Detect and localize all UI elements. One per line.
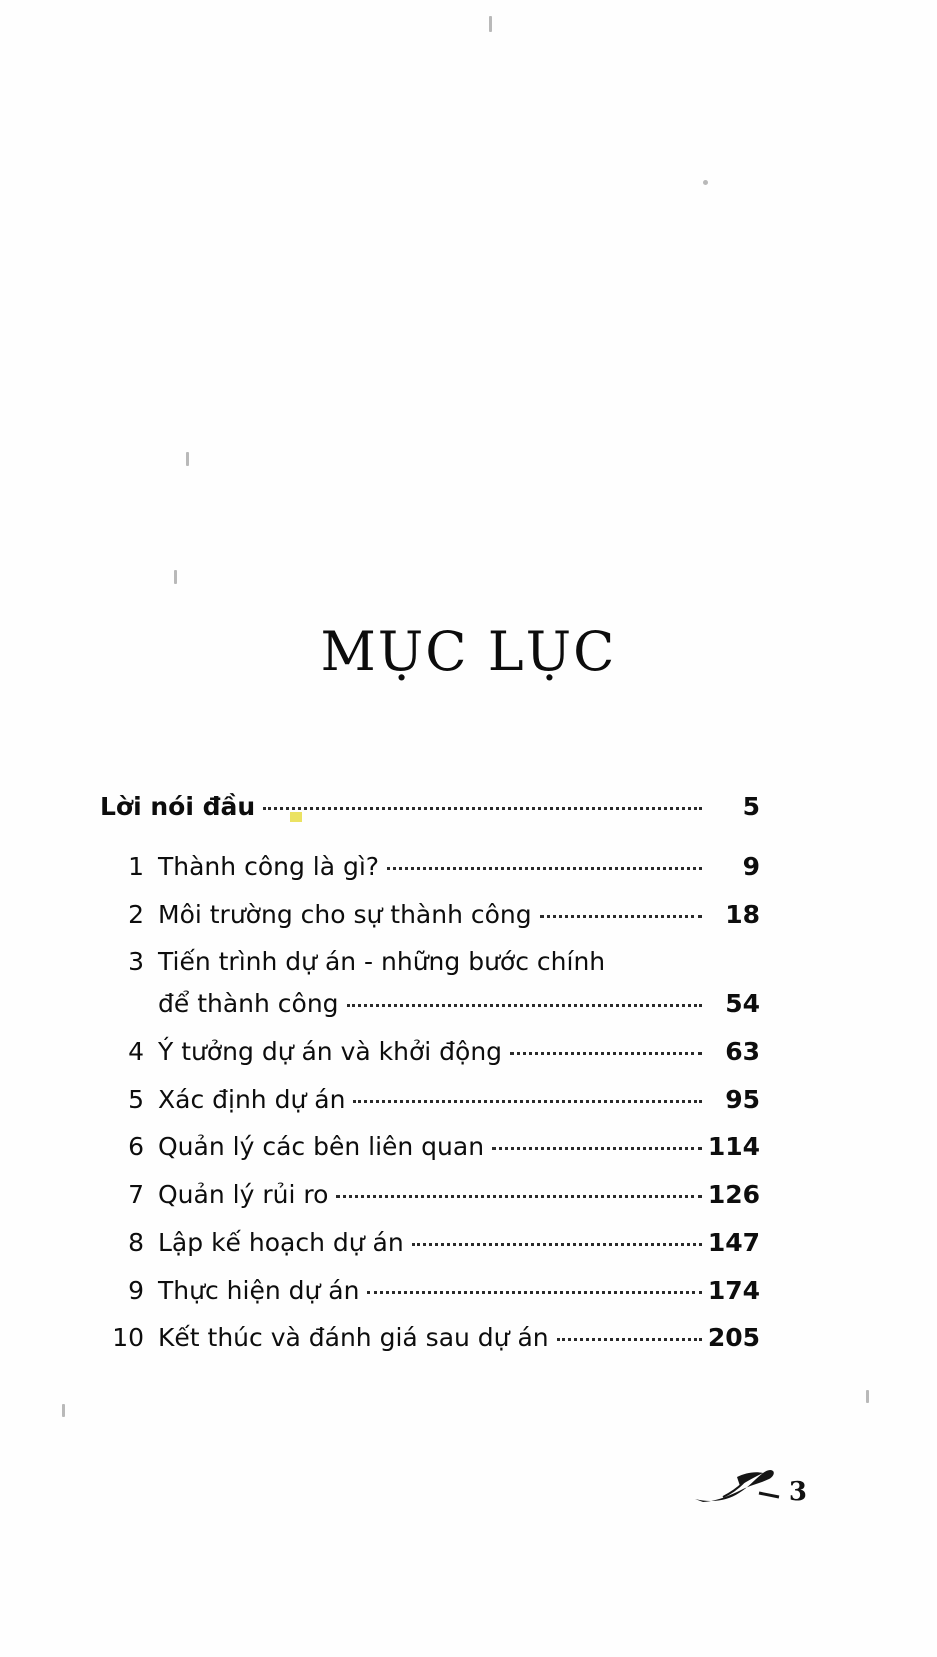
toc-entry-label: Lập kế hoạch dự án	[158, 1227, 404, 1257]
toc-entry-page: 114	[707, 1132, 760, 1162]
toc-entry-page: 174	[707, 1275, 760, 1305]
toc-entry-number: 5	[128, 1084, 144, 1114]
toc-entry[interactable]	[100, 1035, 760, 1069]
toc-entry-page: 95	[725, 1084, 760, 1114]
page-title: MỤC LỤC	[320, 620, 617, 683]
toc-entry[interactable]	[100, 945, 760, 1021]
toc-entry-number: 2	[128, 899, 144, 929]
toc-entry[interactable]	[100, 1083, 760, 1117]
toc-entry-label: Thành công là gì?	[158, 851, 380, 881]
toc-entry-preface[interactable]	[100, 790, 760, 824]
toc-leader-dots	[510, 1052, 702, 1055]
toc-leader-dots	[387, 867, 702, 870]
toc-entry[interactable]	[100, 850, 760, 884]
toc-leader-dots	[347, 1004, 702, 1007]
toc-entry-page: 147	[707, 1227, 760, 1257]
toc-entry-label: Quản lý các bên liên quan	[158, 1132, 485, 1162]
ribbon-flourish-icon	[693, 1463, 783, 1507]
toc-leader-dots	[263, 807, 702, 810]
toc-entry-number: 7	[128, 1180, 144, 1209]
toc-entry-label-continued: để thành công	[158, 989, 339, 1018]
toc-entry-number: 3	[128, 947, 144, 977]
toc-entry[interactable]	[100, 1274, 760, 1308]
scan-speck	[186, 452, 189, 466]
toc-entry-label: Tiến trình dự án - những bước chính	[158, 947, 606, 977]
toc-entry-number: 8	[128, 1227, 144, 1257]
toc-entry[interactable]	[100, 1178, 760, 1212]
scan-speck	[174, 570, 177, 584]
toc-leader-dots	[367, 1291, 701, 1294]
page-footer	[693, 1463, 807, 1507]
toc-entry-label: Môi trường cho sự thành công	[158, 899, 532, 929]
toc-entry-label: Thực hiện dự án	[158, 1275, 360, 1305]
toc-entry-page: 5	[742, 792, 760, 821]
toc-entry-label: Quản lý rủi ro	[158, 1180, 329, 1209]
toc-entry-label: Lời nói đầu	[100, 792, 256, 821]
toc-entry-page: 18	[725, 899, 760, 929]
toc-entry-number: 6	[128, 1132, 144, 1162]
toc-entry-number: 1	[128, 851, 144, 881]
toc-entry-number: 9	[128, 1275, 144, 1305]
toc-entry-page: 63	[725, 1036, 760, 1066]
toc-entry-page: 126	[707, 1180, 760, 1209]
toc-entry-number: 10	[112, 1323, 144, 1353]
toc-entry-page: 9	[742, 851, 760, 881]
toc-entry[interactable]	[100, 898, 760, 932]
toc-leader-dots	[412, 1243, 702, 1246]
toc-entry-label: Kết thúc và đánh giá sau dự án	[158, 1323, 549, 1353]
toc-leader-dots	[353, 1100, 702, 1103]
toc-entry[interactable]	[100, 1130, 760, 1164]
toc-leader-dots	[557, 1338, 702, 1341]
toc-leader-dots	[540, 915, 702, 918]
scan-speck	[62, 1404, 65, 1417]
toc-entry-label: Ý tưởng dự án và khởi động	[158, 1036, 503, 1066]
toc-leader-dots	[492, 1147, 702, 1150]
yellow-highlight-mark	[290, 812, 302, 822]
toc-leader-dots	[336, 1195, 701, 1198]
toc-entry[interactable]	[100, 1321, 760, 1355]
table-of-contents	[100, 790, 760, 1369]
scan-speck	[866, 1390, 869, 1403]
toc-entry-label: Xác định dự án	[158, 1084, 346, 1114]
scan-speck	[703, 180, 708, 185]
toc-entry-page: 54	[725, 989, 760, 1018]
scan-speck	[489, 16, 492, 32]
toc-entry[interactable]	[100, 1226, 760, 1260]
page-number: 3	[788, 1477, 807, 1507]
toc-entry-number: 4	[128, 1036, 144, 1066]
toc-entry-page: 205	[707, 1323, 760, 1353]
